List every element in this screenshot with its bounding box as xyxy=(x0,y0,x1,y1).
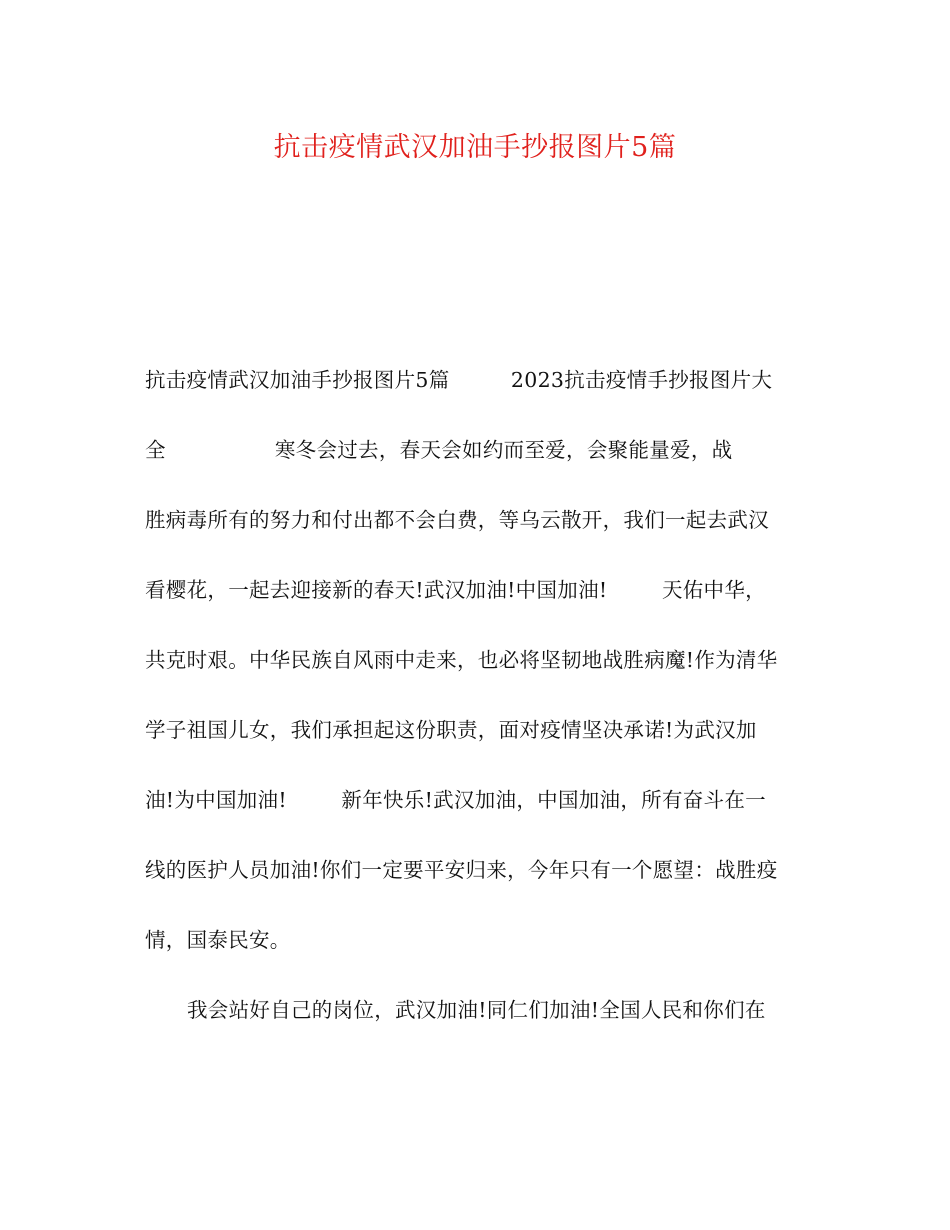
body-line: 线的医护人员加油!你们一定要平安归来，今年只有一个愿望：战胜疫 xyxy=(145,858,778,882)
body-line: 全 寒冬会过去，春天会如约而至爱，会聚能量爱，战 xyxy=(145,438,733,462)
body-line: 学子祖国儿女，我们承担起这份职责，面对疫情坚决承诺!为武汉加 xyxy=(145,718,757,742)
paragraph-2-line: 我会站好自己的岗位，武汉加油!同仁们加油!全国人民和你们在 xyxy=(187,998,766,1022)
body-line: 油!为中国加油! 新年快乐!武汉加油，中国加油，所有奋斗在一 xyxy=(145,788,766,812)
body-line: 情，国泰民安。 xyxy=(145,928,291,952)
body-line: 抗击疫情武汉加油手抄报图片5篇 2023抗击疫情手抄报图片大 xyxy=(145,368,773,392)
body-line: 共克时艰。中华民族自风雨中走来，也必将坚韧地战胜病魔!作为清华 xyxy=(145,648,778,672)
body-line: 胜病毒所有的努力和付出都不会白费，等乌云散开，我们一起去武汉 xyxy=(145,508,769,532)
body-line: 看樱花，一起去迎接新的春天!武汉加油!中国加油! 天佑中华， xyxy=(145,578,766,602)
document-title: 抗击疫情武汉加油手抄报图片5篇 xyxy=(273,132,677,163)
document-body xyxy=(145,360,815,1060)
